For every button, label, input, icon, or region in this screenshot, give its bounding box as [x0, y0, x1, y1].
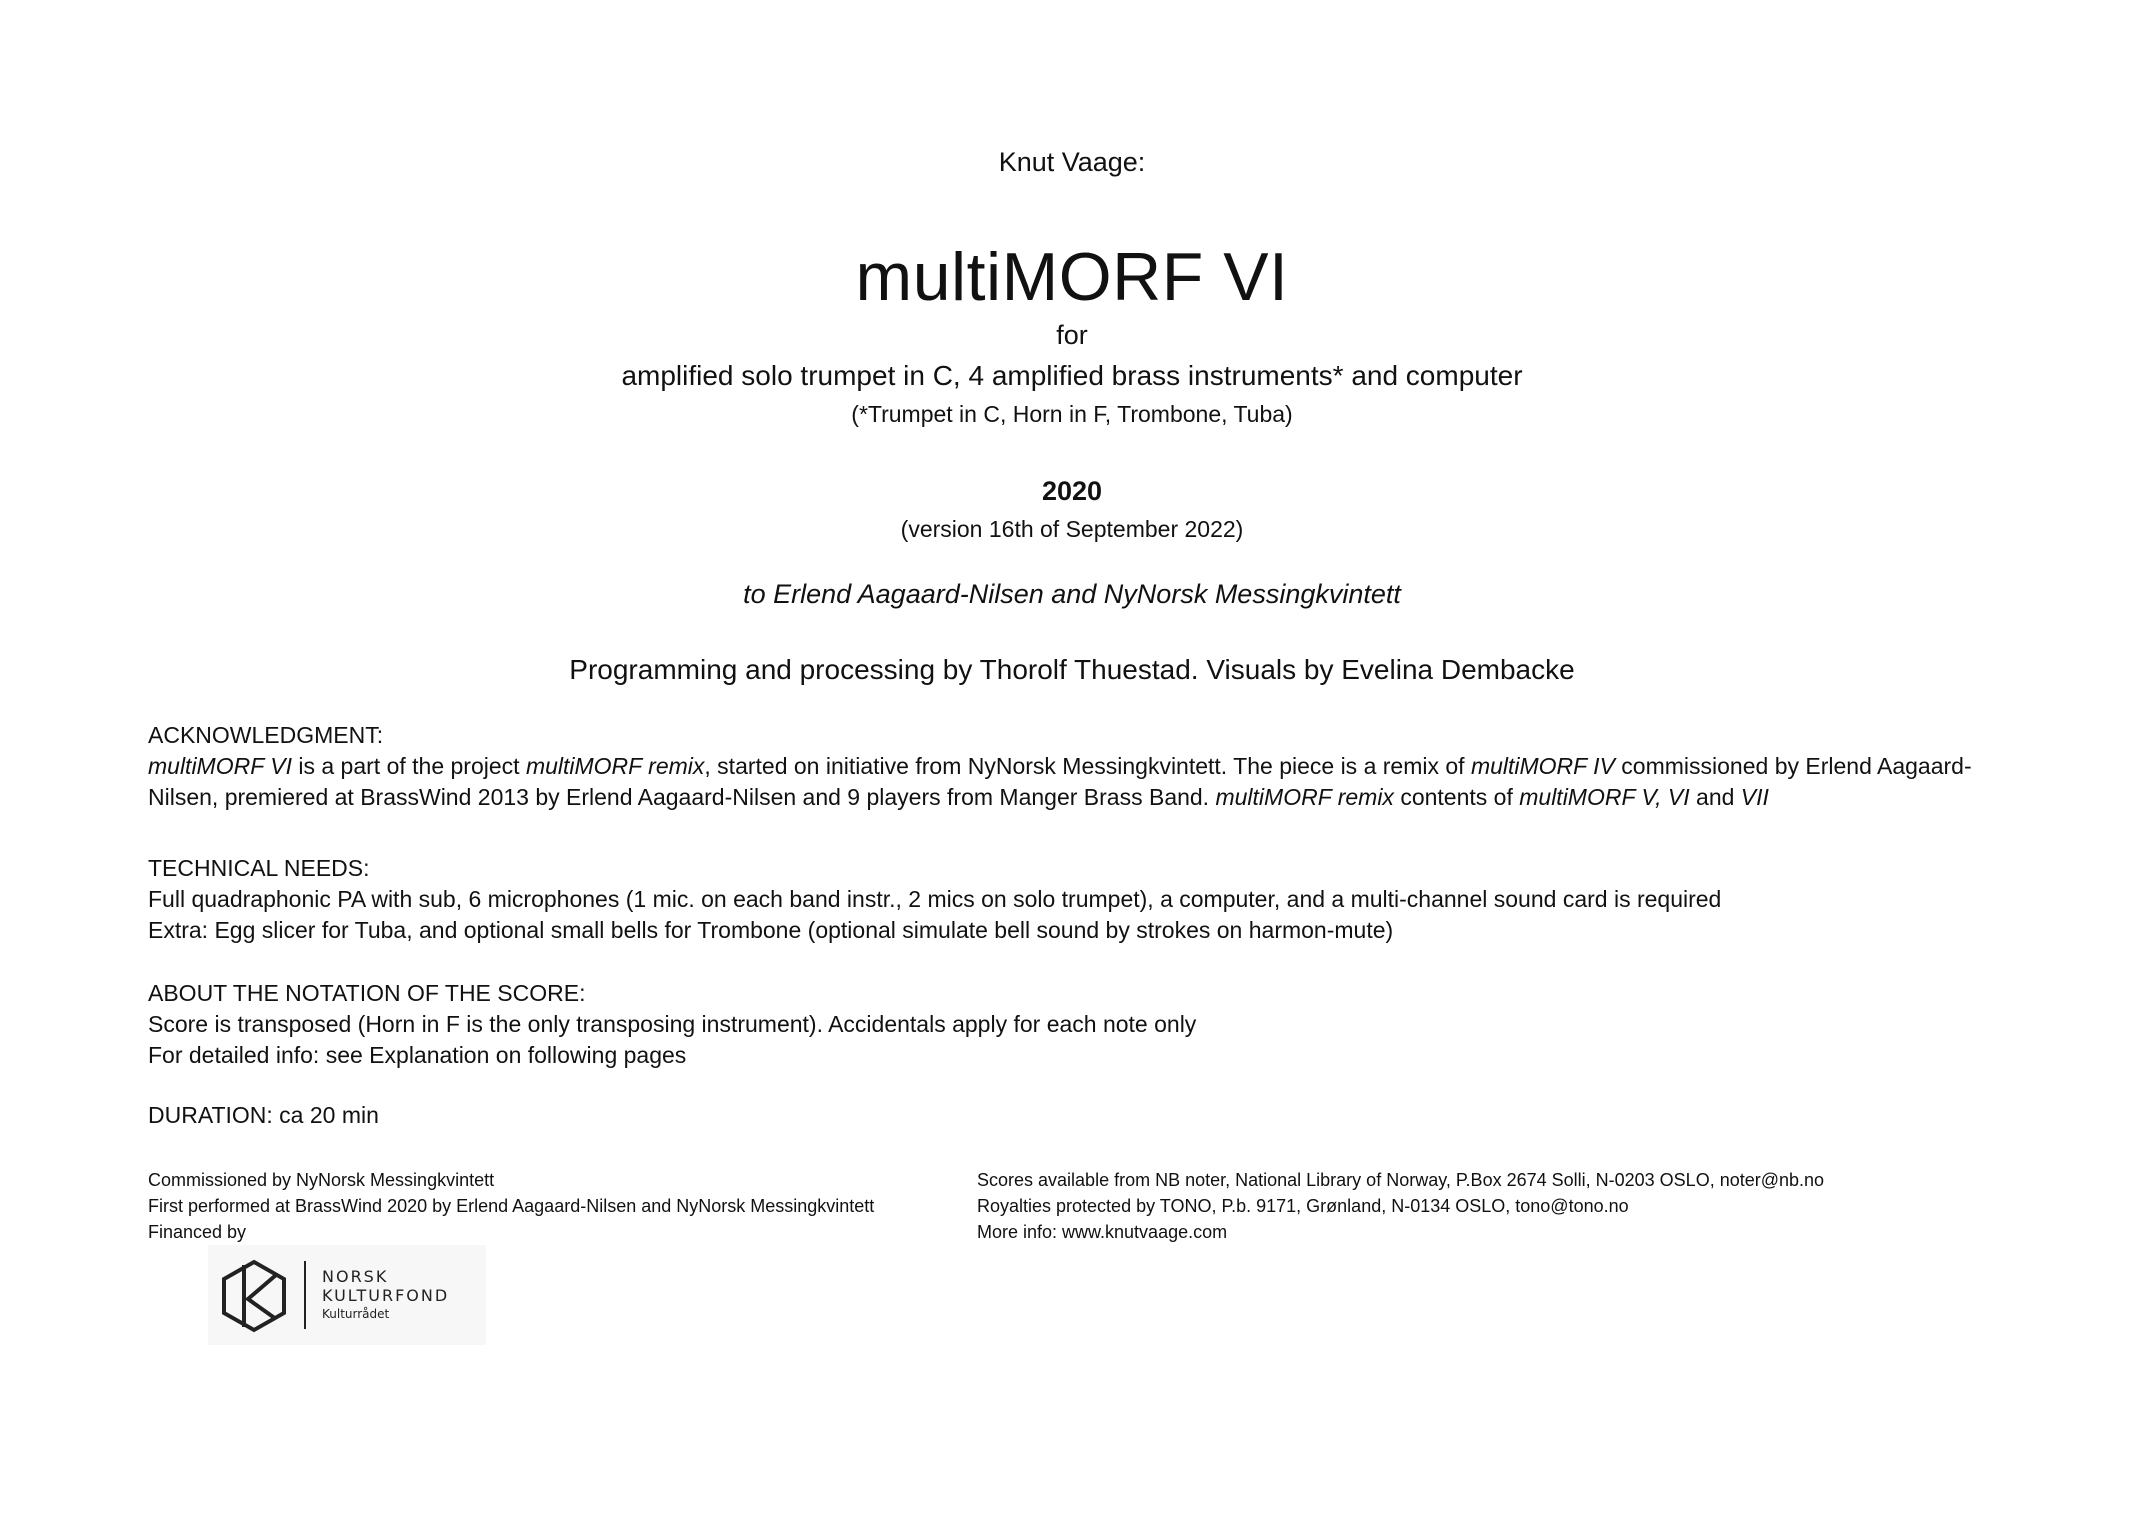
for-label: for [1056, 320, 1088, 350]
acknowledgment-segment: contents of [1393, 784, 1520, 810]
acknowledgment-segment: multiMORF remix [525, 753, 705, 779]
acknowledgment-segment: and [1689, 784, 1741, 810]
notation-line: Score is transposed (Horn in F is the only transposing instrument). Accidentals apply for each note only [148, 1011, 1197, 1037]
acknowledgment-segment: multiMORF V, VI [1519, 784, 1690, 810]
credits: Programming and processing by Thorolf Thuestad. Visuals by Evelina Dembacke [569, 654, 1575, 685]
version-note: (version 16th of September 2022) [900, 516, 1244, 542]
technical-needs-heading: TECHNICAL NEEDS: [148, 855, 370, 881]
technical-needs-section [148, 853, 2008, 946]
more-info: More info: www.knutvaage.com [977, 1222, 1228, 1242]
instrumentation-note: (*Trumpet in C, Horn in F, Trombone, Tuba) [851, 401, 1293, 427]
technical-needs-line: Full quadraphonic PA with sub, 6 microphones (1 mic. on each band instr., 2 mics on solo trumpet), a computer, and a multi-channel sound card is required [148, 886, 1722, 912]
instrumentation: amplified solo trumpet in C, 4 amplified brass instruments* and computer [621, 360, 1523, 391]
royalties-info: Royalties protected by TONO, P.b. 9171, Grønland, N-0134 OSLO, tono@tono.no [977, 1196, 1629, 1216]
acknowledgment-segment: VII [1740, 784, 1769, 810]
acknowledgment-segment: commissioned by Erlend Aagaard-Nilsen, premiered at BrassWind 2013 by Erlend Aagaard-Nilsen and 9 players from Manger Brass Band. [148, 753, 1972, 810]
page-title: multiMORF VI [855, 239, 1289, 315]
acknowledgment-segment: , started on initiative from NyNorsk Messingkvintett. The piece is a remix of [704, 753, 1471, 779]
norsk-kulturfond-logo [208, 1245, 486, 1345]
logo-divider [304, 1261, 306, 1329]
notation-heading: ABOUT THE NOTATION OF THE SCORE: [148, 980, 586, 1006]
composer-name: Knut Vaage: [998, 147, 1146, 177]
scores-availability: Scores available from NB noter, National Library of Norway, P.Box 2674 Solli, N-0203 OSLO, noter@nb.no [977, 1170, 1825, 1190]
logo-text-kulturradet: Kulturrådet [322, 1307, 390, 1321]
footer-left [148, 1167, 874, 1245]
acknowledgment-section [148, 720, 2008, 813]
logo-text [322, 1267, 449, 1323]
acknowledgment-text [148, 751, 2008, 813]
first-performed: First performed at BrassWind 2020 by Erlend Aagaard-Nilsen and NyNorsk Messingkvintett [148, 1196, 875, 1216]
acknowledgment-segment: multiMORF remix [1215, 784, 1394, 810]
acknowledgment-segment: multiMORF VI [148, 753, 292, 779]
logo-text-norsk: NORSK [322, 1267, 389, 1286]
acknowledgment-segment: is a part of the project [291, 753, 526, 779]
financed-by: Financed by [148, 1222, 247, 1242]
notation-info: For detailed info: see Explanation on following pages [148, 1042, 687, 1068]
norsk-kulturfond-logo-icon [218, 1259, 290, 1333]
dedication: to Erlend Aagaard-Nilsen and NyNorsk Messingkvintett [743, 579, 1401, 609]
footer-right [977, 1167, 1824, 1245]
duration: DURATION: ca 20 min [148, 1102, 379, 1128]
technical-needs-extra: Extra: Egg slicer for Tuba, and optional small bells for Trombone (optional simulate bell sound by strokes on harmon-mute) [148, 917, 1394, 943]
logo-text-kulturfond: KULTURFOND [322, 1286, 450, 1305]
notation-section [148, 978, 2008, 1071]
commissioned-by: Commissioned by NyNorsk Messingkvintett [148, 1170, 495, 1190]
acknowledgment-segment: multiMORF IV [1470, 753, 1615, 779]
acknowledgment-heading: ACKNOWLEDGMENT: [148, 722, 384, 748]
composition-year: 2020 [1041, 476, 1103, 506]
